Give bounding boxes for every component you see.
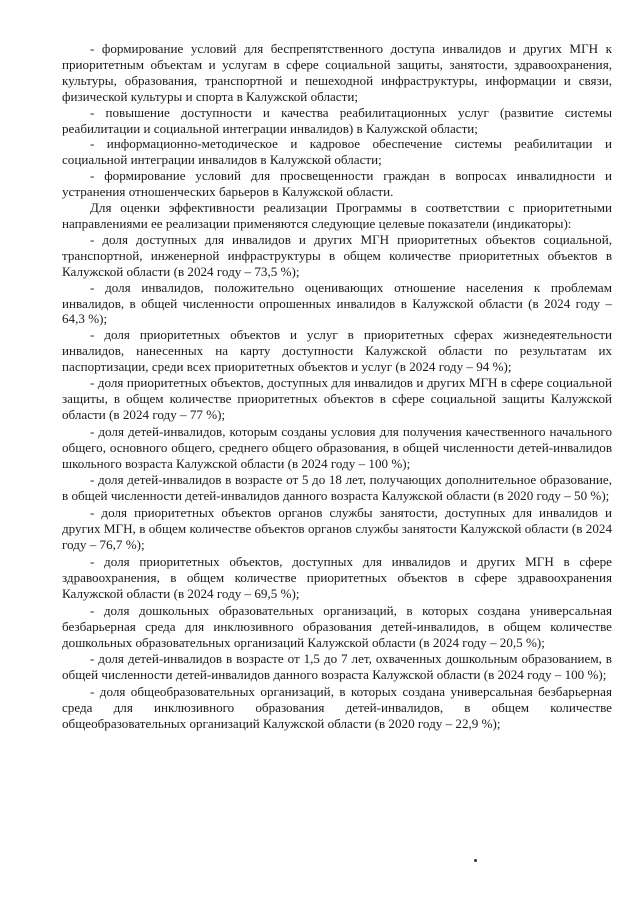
paragraph-goal-access-conditions: - формирование условий для беспрепятственного доступа инвалидов и других МГН к приоритетным объектам и услугам в сфере социальной защиты, занятости, здравоохранения, культуры, образования, транспортной и пешеходной инфраструктуры, информации и связи, физической культуры и спорта в Калужской области;	[62, 41, 612, 104]
paragraph-indicator-preschool-coverage: - доля детей-инвалидов в возрасте от 1,5 до 7 лет, охваченных дошкольным образованием, в общей численности детей-инвалидов данного возраста Калужской области (в 2024 году – 100 %);	[62, 651, 612, 683]
paragraph-indicator-positive-attitude: - доля инвалидов, положительно оценивающих отношение населения к проблемам инвалидов, в общей численности опрошенных инвалидов в Калужской области (в 2024 году – 64,3 %);	[62, 279, 612, 327]
paragraph-indicator-healthcare: - доля приоритетных объектов, доступных для инвалидов и других МГН в сфере здравоохранения, в общем количестве приоритетных объектов в сфере здравоохранения Калужской области (в 2024 году – 69,5 %);	[62, 554, 612, 601]
paragraph-indicator-accessibility-map: - доля приоритетных объектов и услуг в приоритетных сферах жизнедеятельности инвалидов, нанесенных на карту доступности Калужской области по результатам их паспортизации, среди всех приоритетных объектов и услуг (в 2024 году – 94 %);	[62, 327, 612, 375]
paragraph-goal-methodical-support: - информационно-методическое и кадровое обеспечение системы реабилитации и социальной интеграции инвалидов в Калужской области;	[62, 136, 612, 168]
paragraph-indicator-employment-service: - доля приоритетных объектов органов службы занятости, доступных для инвалидов и других МГН, в общем количестве объектов органов службы занятости Калужской области (в 2024 году – 76,7 %);	[62, 505, 612, 553]
paragraph-indicator-additional-education: - доля детей-инвалидов в возрасте от 5 до 18 лет, получающих дополнительное образование, в общей численности детей-инвалидов данного возраста Калужской области (в 2020 году – 50 %);	[62, 472, 612, 504]
paragraph-indicator-general-education-organizations: - доля общеобразовательных организаций, в которых создана универсальная безбарьерная среда для инклюзивного образования детей-инвалидов, в общем количестве общеобразовательных организаций Калужской области (в 2020 году – 22,9 %);	[62, 684, 612, 732]
paragraph-indicator-preschool-organizations: - доля дошкольных образовательных организаций, в которых создана универсальная безбарьерная среда для инклюзивного образования детей-инвалидов, в общем количестве дошкольных образовательных организаций Калужской области (в 2024 году – 20,5 %);	[62, 602, 612, 650]
paragraph-goal-rehabilitation-quality: - повышение доступности и качества реабилитационных услуг (развитие системы реабилитации и социальной интеграции инвалидов) в Калужской области;	[62, 104, 612, 136]
paragraph-goal-awareness: - формирование условий для просвещенности граждан в вопросах инвалидности и устранения отношенческих барьеров в Калужской области.	[62, 168, 612, 200]
paragraph-indicator-social-protection: - доля приоритетных объектов, доступных для инвалидов и других МГН в сфере социальной защиты, в общем количестве приоритетных объектов в сфере социальной защиты Калужской области (в 2024 году – 77 %);	[62, 375, 612, 422]
scan-speck	[474, 859, 477, 862]
paragraph-indicator-accessible-objects: - доля доступных для инвалидов и других МГН приоритетных объектов социальной, транспортной, инженерной инфраструктуры в общем количестве приоритетных объектов в Калужской области (в 2024 году – 73,5 %);	[62, 231, 612, 279]
paragraph-indicators-intro: Для оценки эффективности реализации Программы в соответствии с приоритетными направлениями ее реализации применяются следующие целевые показатели (индикаторы):	[62, 200, 612, 231]
paragraph-indicator-school-education: - доля детей-инвалидов, которым созданы условия для получения качественного начального общего, основного общего, среднего общего образования, в общей численности детей-инвалидов школьного возраста Калужской области (в 2024 году – 100 %);	[62, 423, 612, 471]
